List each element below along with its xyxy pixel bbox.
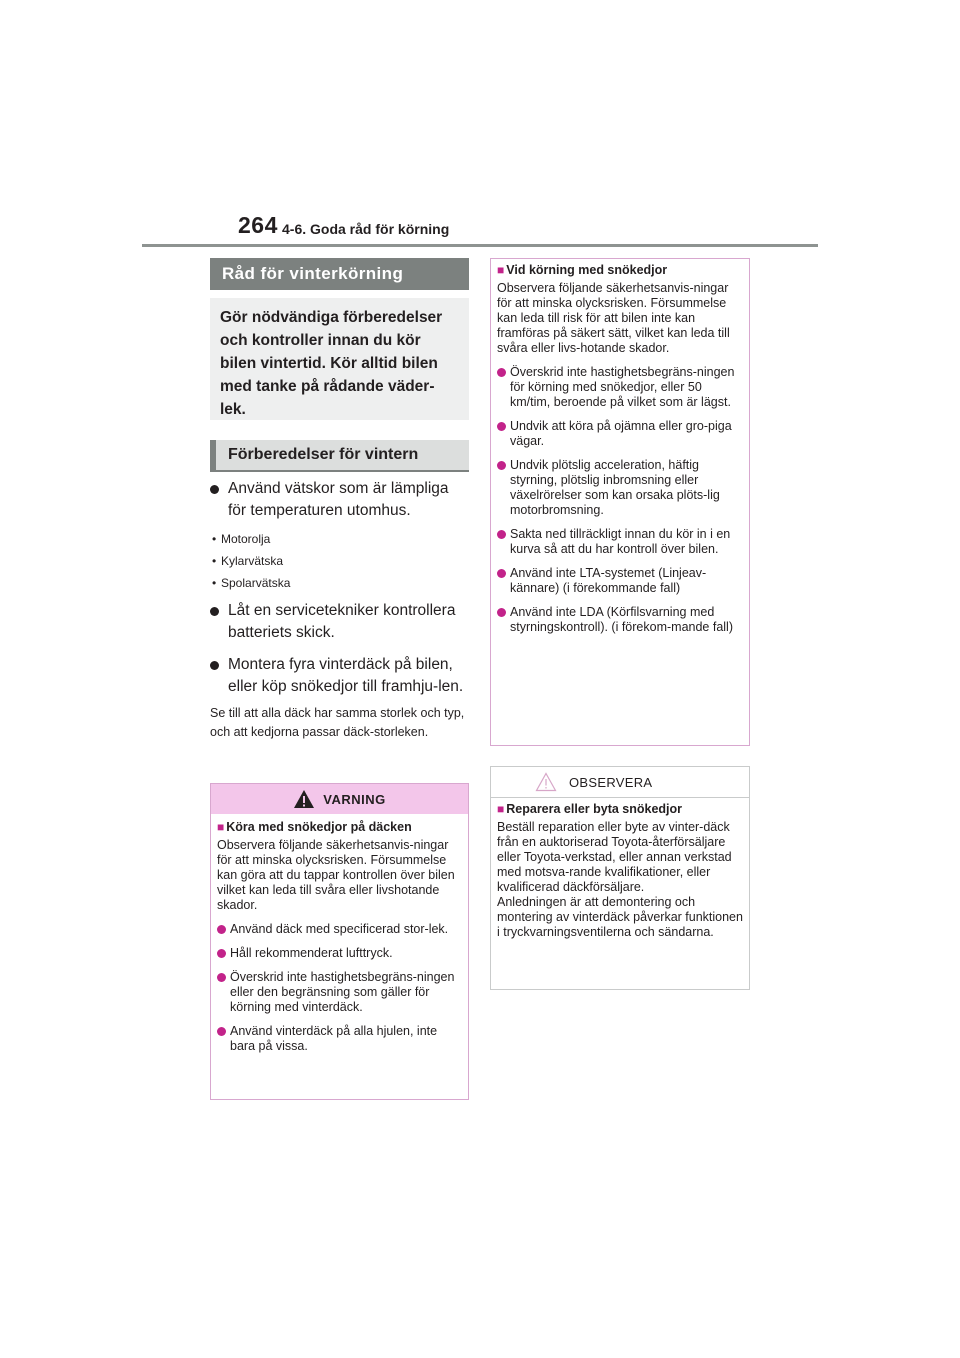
bullet-text: Undvik plötslig acceleration, häftig styrning, plötslig inbromsning eller växelrörelser som kan orsaka plöts-lig motorbromsning.: [510, 458, 720, 517]
bullet-dot: [210, 607, 219, 616]
square-icon: ■: [497, 263, 505, 277]
notice-box: [490, 766, 750, 990]
bullet-dot: [497, 368, 506, 377]
sub-item-text: Kylarvätska: [221, 554, 284, 568]
list-item-text: Montera fyra vinterdäck på bilen, eller köp snökedjor till framhju-len.: [228, 656, 464, 695]
list-item-text: Låt en servicetekniker kontrollera batteriets skick.: [228, 602, 456, 641]
caution-outline-icon: [535, 772, 557, 792]
bullet-dot: [217, 949, 226, 958]
notice-title: Reparera eller byta snökedjor: [506, 802, 683, 816]
bullet-text: Håll rekommenderat lufttryck.: [230, 946, 393, 960]
warning-icon: [293, 789, 315, 809]
warning-title: Köra med snökedjor på däcken: [226, 820, 412, 834]
warning-title: Vid körning med snökedjor: [506, 263, 668, 277]
bullet-dot: [497, 608, 506, 617]
warning-bullet: [497, 365, 743, 410]
intro-box: Gör nödvändiga förberedelser och kontroller innan du kör bilen vintertid. Kör alltid bilen med tanke på rådande väder-lek.: [210, 298, 469, 420]
warning-title-row: [217, 820, 462, 835]
square-icon: ■: [497, 802, 505, 816]
bullet-text: Överskrid inte hastighetsbegräns-ningen för körning med snökedjor, eller 50 km/tim, beroende på vilket som är lägst.: [510, 365, 735, 409]
notice-header: [491, 767, 749, 798]
sub-item: • Motorolja: [212, 532, 271, 546]
sub-item: • Spolarvätska: [212, 576, 291, 590]
main-heading: Råd för vinterkörning: [210, 258, 469, 290]
square-icon: ■: [217, 820, 225, 834]
warning-bullet: [217, 946, 462, 961]
notice-title-row: [497, 802, 743, 817]
sub-item-text: Spolarvätska: [221, 576, 291, 590]
bullet-dot: [497, 461, 506, 470]
bullet-text: Undvik att köra på ojämna eller gro-piga vägar.: [510, 419, 732, 448]
bullet-text: Använd däck med specificerad stor-lek.: [230, 922, 449, 936]
bullet-text: Använd inte LTA-systemet (Linjeav-kännare) (i förekommande fall): [510, 566, 707, 595]
sub-item: • Kylarvätska: [212, 554, 284, 568]
preparation-list: [210, 478, 469, 742]
warning-title-row: [497, 263, 743, 278]
sub-heading: Förberedelser för vintern: [210, 440, 469, 472]
warning-header: [211, 784, 468, 814]
list-item: [210, 654, 469, 698]
bullet-dot: [497, 422, 506, 431]
notice-label: OBSERVERA: [569, 774, 653, 790]
notice-text: Beställ reparation eller byte av vinter-däck från en auktoriserad Toyota-återförsäljare eller Toyota-verkstad, eller annan verkstad med motsva-rande kvalifikationer, eller kvalificerad däckförsäljare.: [497, 820, 732, 894]
notice-text: Anledningen är att demontering och montering av vinterdäck påverkar funktionen i tryckvarningsventilerna och sändarna.: [497, 895, 743, 939]
warning-label: VARNING: [323, 791, 386, 807]
bullet-dot: [210, 485, 219, 494]
bullet-text: Sakta ned tillräckligt innan du kör in i en kurva så att du har kontroll över bilen.: [510, 527, 731, 556]
list-item: [210, 600, 469, 644]
warning-bullet: [497, 566, 743, 596]
warning-text: Observera följande säkerhetsanvis-ningar för att minska olycksrisken. Försummelse kan göra att du tappar kontrollen över bilen vilket kan leda till svåra eller livshotande skador.: [217, 838, 455, 912]
header-divider: [142, 244, 818, 247]
warning-bullet: [497, 458, 743, 518]
bullet-dot: [217, 973, 226, 982]
bullet-text: Överskrid inte hastighetsbegräns-ningen eller den begränsning som gäller för körning med vinterdäck.: [230, 970, 455, 1014]
list-item: [210, 478, 469, 522]
bullet-dot: [210, 661, 219, 670]
bullet-dot: [217, 925, 226, 934]
bullet-text: Använd inte LDA (Körfilsvarning med styrningskontroll). (i förekom-mande fall): [510, 605, 733, 634]
warning-bullet: [497, 419, 743, 449]
bullet-dot: [497, 569, 506, 578]
warning-bullet: [217, 970, 462, 1015]
snow-chain-warning-box: [490, 258, 750, 746]
warning-text: Observera följande säkerhetsanvis-ningar för att minska olycksrisken. Försummelse kan leda till risk för att bilen inte kan framföras på säkert sätt, vilket kan leda till svåra eller livs-hotande skador.: [497, 281, 730, 355]
page-number: 264: [238, 212, 278, 238]
bullet-text: Använd vinterdäck på alla hjulen, inte bara på vissa.: [230, 1024, 438, 1053]
warning-box: [210, 783, 469, 1100]
sub-item-text: Motorolja: [221, 532, 271, 546]
section-title: 4-6. Goda råd för körning: [282, 221, 450, 237]
note-text: Se till att alla däck har samma storlek och typ, och att kedjorna passar däck-storleken.: [210, 706, 465, 739]
warning-bullet: [217, 1024, 462, 1054]
bullet-dot: [217, 1027, 226, 1036]
fluid-list: [212, 532, 469, 590]
warning-bullet: [497, 527, 743, 557]
list-item-text: Använd vätskor som är lämpliga för temperaturen utomhus.: [228, 480, 449, 519]
warning-bullet: [497, 605, 743, 635]
warning-bullet: [217, 922, 462, 937]
bullet-dot: [497, 530, 506, 539]
